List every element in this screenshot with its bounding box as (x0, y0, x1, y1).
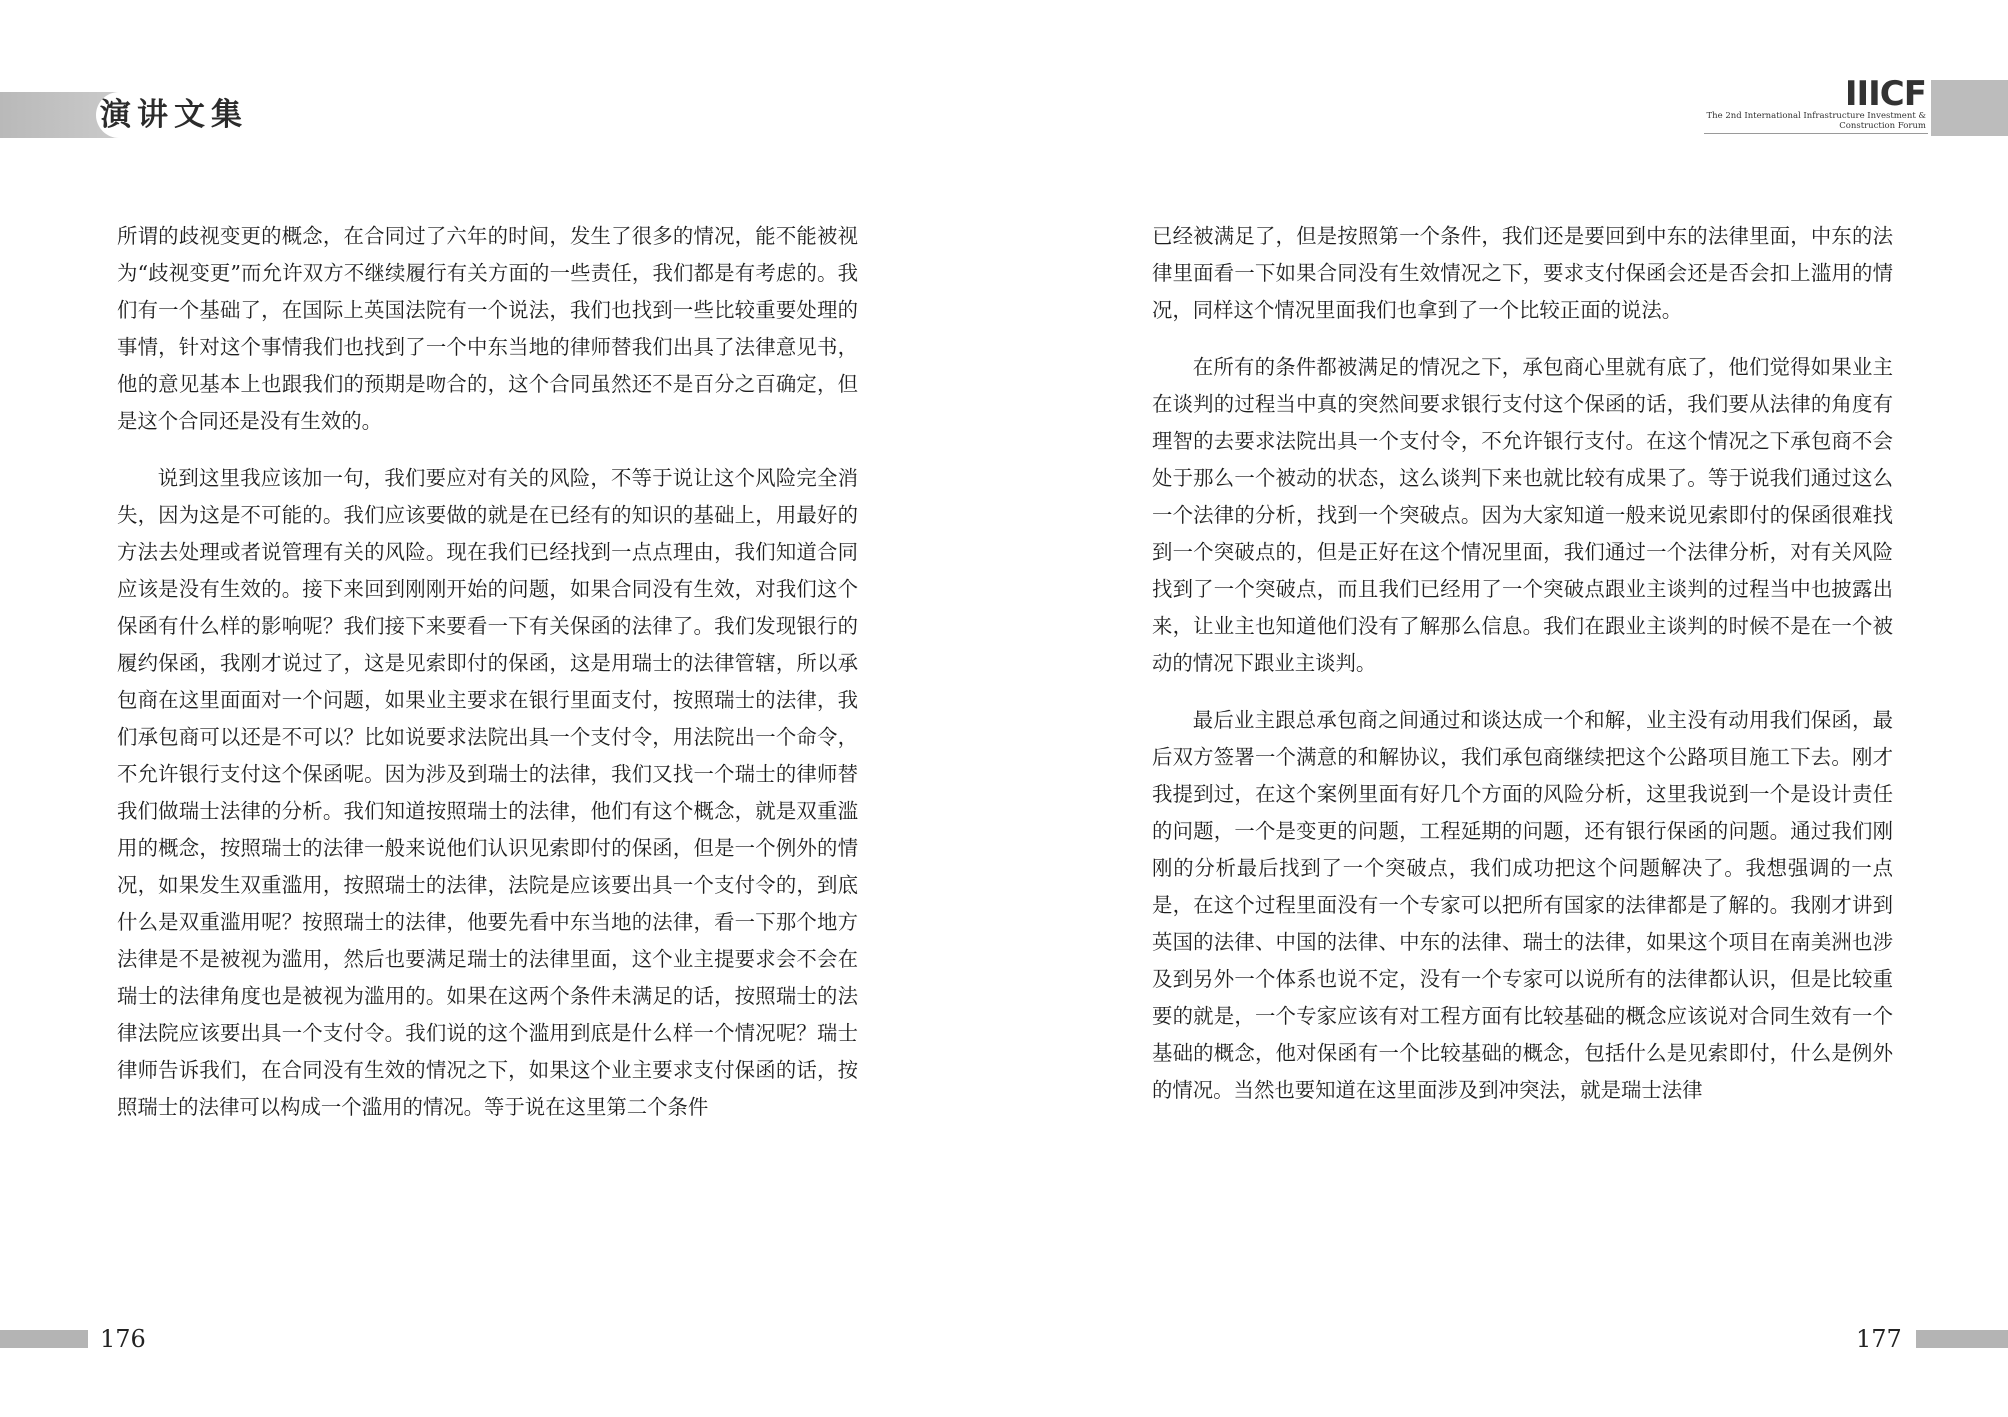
right-body-text (1152, 218, 1893, 1129)
iiicf-logo: IIICF (1844, 74, 1926, 114)
right-page (1004, 0, 2008, 1417)
header-rule (1704, 133, 1928, 134)
paragraph: 已经被满足了，但是按照第一个条件，我们还是要回到中东的法律里面，中东的法律里面看一下如果合同没有生效情况之下，要求支付保函会还是否会扣上滥用的情况，同样这个情况里面我们也拿到了一个比较正面的说法。 (1152, 224, 1893, 322)
page-number-left: 176 (100, 1325, 146, 1353)
paragraph: 最后业主跟总承包商之间通过和谈达成一个和解，业主没有动用我们保函，最后双方签署一个满意的和解协议，我们承包商继续把这个公路项目施工下去。刚才我提到过，在这个案例里面有好几个方面的风险分析，这里我说到一个是设计责任的问题，一个是变更的问题，工程延期的问题，还有银行保函的问题。通过我们刚刚的分析最后找到了一个突破点，我们成功把这个问题解决了。我想强调的一点是，在这个过程里面没有一个专家可以把所有国家的法律都是了解的。我刚才讲到英国的法律、中国的法律、中东的法律、瑞士的法律，如果这个项目在南美洲也涉及到另外一个体系也说不定，没有一个专家可以说所有的法律都认识，但是比较重要的就是，一个专家应该有对工程方面有比较基础的概念应该说对合同生效有一个基础的概念，他对保函有一个比较基础的概念，包括什么是见索即付，什么是例外的情况。当然也要知道在这里面涉及到冲突法，就是瑞士法律 (1152, 708, 1893, 1102)
paragraph: 说到这里我应该加一句，我们要应对有关的风险，不等于说让这个风险完全消失，因为这是不可能的。我们应该要做的就是在已经有的知识的基础上，用最好的方法去处理或者说管理有关的风险。现在我们已经找到一点点理由，我们知道合同应该是没有生效的。接下来回到刚刚开始的问题，如果合同没有生效，对我们这个保函有什么样的影响呢？我们接下来要看一下有关保函的法律了。我们发现银行的履约保函，我刚才说过了，这是见索即付的保函，这是用瑞士的法律管辖，所以承包商在这里面面对一个问题，如果业主要求在银行里面支付，按照瑞士的法律，我们承包商可以还是不可以？比如说要求法院出具一个支付令，用法院出一个命令，不允许银行支付这个保函呢。因为涉及到瑞士的法律，我们又找一个瑞士的律师替我们做瑞士法律的分析。我们知道按照瑞士的法律，他们有这个概念，就是双重滥用的概念，按照瑞士的法律一般来说他们认识见索即付的保函，但是一个例外的情况，如果发生双重滥用，按照瑞士的法律，法院是应该要出具一个支付令的，到底什么是双重滥用呢？按照瑞士的法律，他要先看中东当地的法律，看一下那个地方法律是不是被视为滥用，然后也要满足瑞士的法律里面，这个业主提要求会不会在瑞士的法律角度也是被视为滥用的。如果在这两个条件未满足的话，按照瑞士的法律法院应该要出具一个支付令。我们说的这个滥用到底是什么样一个情况呢？瑞士律师告诉我们，在合同没有生效的情况之下，如果这个业主要求支付保函的话，按照瑞士的法律可以构成一个滥用的情况。等于说在这里第二个条件 (117, 466, 858, 1119)
paragraph: 在所有的条件都被满足的情况之下，承包商心里就有底了，他们觉得如果业主在谈判的过程当中真的突然间要求银行支付这个保函的话，我们要从法律的角度有理智的去要求法院出具一个支付令，不允许银行支付。在这个情况之下承包商不会处于那么一个被动的状态，这么谈判下来也就比较有成果了。等于说我们通过这么一个法律的分析，找到一个突破点。因为大家知道一般来说见索即付的保函很难找到一个突破点的，但是正好在这个情况里面，我们通过一个法律分析，对有关风险找到了一个突破点，而且我们已经用了一个突破点跟业主谈判的过程当中也披露出来，让业主也知道他们没有了解那么信息。我们在跟业主谈判的时候不是在一个被动的情况下跟业主谈判。 (1152, 355, 1893, 675)
forum-name-line-2: Construction Forum (1839, 121, 1926, 131)
forum-name-line-1: The 2nd International Infrastructure Investment & (1706, 111, 1926, 121)
footer-bar-left (0, 1330, 88, 1348)
forum-name (1664, 111, 1926, 131)
footer-bar-right (1916, 1330, 2008, 1348)
header-band-right (1931, 80, 2008, 136)
page-number-right: 177 (1856, 1325, 1902, 1353)
left-body-text (117, 218, 858, 1146)
paragraph: 所谓的歧视变更的概念，在合同过了六年的时间，发生了很多的情况，能不能被视为“歧视变更”而允许双方不继续履行有关方面的一些责任，我们都是有考虑的。我们有一个基础了，在国际上英国法院有一个说法，我们也找到一些比较重要处理的事情，针对这个事情我们也找到了一个中东当地的律师替我们出具了法律意见书，他的意见基本上也跟我们的预期是吻合的，这个合同虽然还不是百分之百确定，但是这个合同还是没有生效的。 (117, 224, 858, 433)
section-title: 演讲文集 (100, 97, 248, 133)
